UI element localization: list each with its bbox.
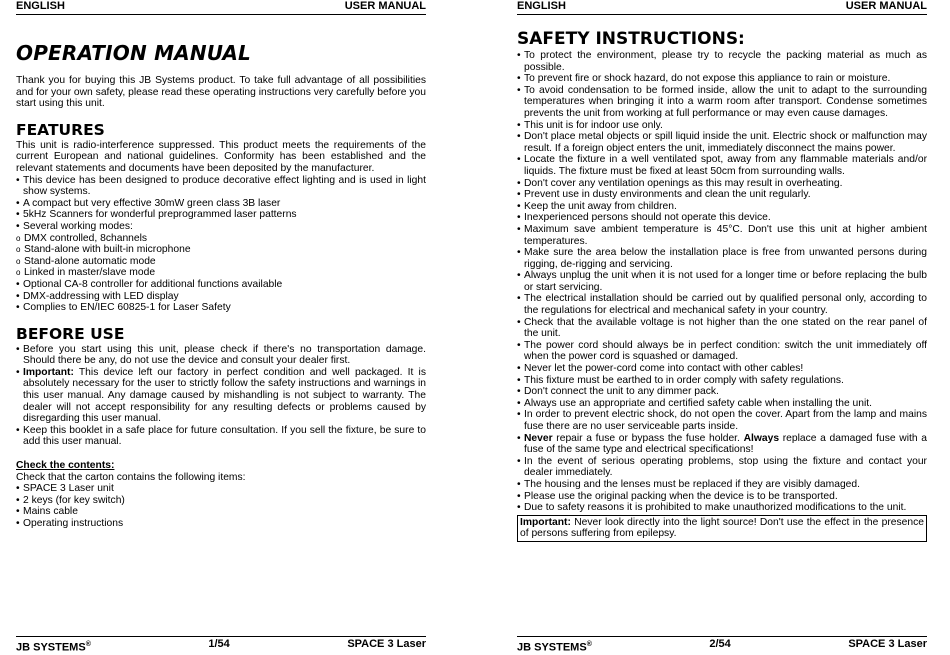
- list-item: • Complies to EN/IEC 60825-1 for Laser Safety: [16, 302, 426, 314]
- header-doc-type: USER MANUAL: [344, 0, 426, 12]
- list-item-text: Several working modes:: [23, 220, 133, 232]
- list-item: • Mains cable: [16, 506, 426, 518]
- page-title: OPERATION MANUAL: [16, 41, 251, 65]
- list-item-text: This device left our factory in perfect condition and well packaged. It is absolutely necessary for the user to strictly follow the safety instructions and warnings in this user manual. Any damage caused by mishandling is not subject to warranty. The dealer will not accept responsibility for any resulting defects or problems caused by disregarding this user manual.: [23, 366, 426, 425]
- before-use-list: [16, 344, 426, 448]
- footer-brand: [16, 638, 91, 655]
- header-doc-type: USER MANUAL: [845, 0, 927, 12]
- list-item: • To protect the environment, please try to recycle the packing material as much as possible.: [517, 50, 927, 73]
- page-footer: [517, 636, 927, 655]
- features-heading: FEATURES: [16, 120, 105, 139]
- list-item-text: replace a damaged fuse with a fuse of the same type and electrical specifications!: [524, 432, 927, 456]
- list-item: • Don't cover any ventilation openings as this may result in overheating.: [517, 178, 927, 190]
- page-right: [517, 0, 927, 654]
- list-item: [16, 221, 426, 279]
- contents-intro: Check that the carton contains the following items:: [16, 471, 246, 483]
- list-item: • 2 keys (for key switch): [16, 495, 426, 507]
- list-item: • In order to prevent electric shock, do not open the cover. Apart from the lamp and mains fuse there are no user serviceable parts inside.: [517, 409, 927, 432]
- list-item: • Don't connect the unit to any dimmer pack.: [517, 386, 927, 398]
- list-item: • To avoid condensation to be formed inside, allow the unit to adapt to the surrounding temperatures when bringing it into a warm room after transport. Condense sometimes prevents the unit from working at full performance or may even cause damages.: [517, 85, 927, 120]
- header-language: ENGLISH: [16, 0, 65, 12]
- list-item: • Please use the original packing when the device is to be transported.: [517, 491, 927, 503]
- sub-list-item: o Linked in master/slave mode: [16, 267, 426, 279]
- safety-list: [517, 50, 927, 514]
- list-item: • Always unplug the unit when it is not used for a longer time or before replacing the bulb or start servicing.: [517, 270, 927, 293]
- list-item: • Operating instructions: [16, 518, 426, 530]
- contents-heading: Check the contents:: [16, 460, 115, 472]
- list-item: • Inexperienced persons should not operate this device.: [517, 212, 927, 224]
- list-item-text: repair a fuse or bypass the fuse holder.: [552, 432, 744, 444]
- important-label: Important:: [23, 366, 74, 378]
- important-label: Important:: [520, 516, 571, 528]
- page-left: [16, 0, 426, 654]
- important-text: Never look directly into the light source! Don't use the effect in the presence of persons suffering from epilepsy.: [520, 516, 924, 540]
- list-item: • DMX-addressing with LED display: [16, 291, 426, 303]
- important-notice-box: [517, 515, 927, 542]
- list-item: • This unit is for indoor use only.: [517, 120, 927, 132]
- page-header: [16, 0, 426, 15]
- footer-product: SPACE 3 Laser: [347, 638, 426, 650]
- footer-brand: [517, 638, 592, 655]
- modes-list: [16, 233, 426, 279]
- list-item: • Keep this booklet in a safe place for future consultation. If you sell the fixture, be sure to add this user manual.: [16, 425, 426, 448]
- header-language: ENGLISH: [517, 0, 566, 12]
- page-header: [517, 0, 927, 15]
- list-item: • This device has been designed to produce decorative effect lighting and is used in light show systems.: [16, 175, 426, 198]
- list-item: • Check that the available voltage is not higher than the one stated on the rear panel of the unit.: [517, 317, 927, 340]
- list-item: • Make sure the area below the installation place is free from unwanted persons during rigging, de-rigging and servicing.: [517, 247, 927, 270]
- before-use-heading: BEFORE USE: [16, 324, 125, 343]
- sub-list-item: o Stand-alone with built-in microphone: [16, 244, 426, 256]
- page-footer: [16, 636, 426, 655]
- page-body: [16, 40, 426, 530]
- registered-mark: ®: [586, 641, 592, 648]
- page-number: 1/54: [208, 638, 230, 650]
- contents-list: [16, 483, 426, 529]
- list-item: • A compact but very effective 30mW green class 3B laser: [16, 198, 426, 210]
- list-item: [517, 433, 927, 456]
- features-list: [16, 175, 426, 314]
- list-item: • The electrical installation should be carried out by qualified personal only, according to the regulations for electrical and mechanical safety in your country.: [517, 293, 927, 316]
- list-item: [16, 367, 426, 425]
- sub-list-item: o DMX controlled, 8channels: [16, 233, 426, 245]
- list-item: • Before you start using this unit, please check if there's no transportation damage. Should there be any, do not use the device and consult your dealer first.: [16, 344, 426, 367]
- sub-list-item: o Stand-alone automatic mode: [16, 256, 426, 268]
- list-item: • The housing and the lenses must be replaced if they are visibly damaged.: [517, 479, 927, 491]
- list-item: • Maximum save ambient temperature is 45°C. Don't use this unit at higher ambient temperatures.: [517, 224, 927, 247]
- brand-name: JB SYSTEMS: [517, 641, 587, 654]
- brand-name: JB SYSTEMS: [16, 641, 86, 654]
- list-item: • 5kHz Scanners for wonderful preprogrammed laser patterns: [16, 209, 426, 221]
- list-item: • Prevent use in dusty environments and clean the unit regularly.: [517, 189, 927, 201]
- page-number: 2/54: [709, 638, 731, 650]
- features-intro: This unit is radio-interference suppressed. This product meets the requirements of the current European and national guidelines. Conformity has been established and the relevant statements and documents have been deposited by the manufacturer.: [16, 139, 426, 174]
- registered-mark: ®: [85, 641, 91, 648]
- never-label: Never: [524, 432, 553, 444]
- intro-paragraph: Thank you for buying this JB Systems product. To take full advantage of all possibilities and for your own safety, please read these operating instructions very carefully before you start using this unit.: [16, 75, 426, 110]
- list-item: • Don't place metal objects or spill liquid inside the unit. Electric shock or malfunction may result. If a foreign object enters the unit, immediately disconnect the mains power.: [517, 131, 927, 154]
- list-item: • The power cord should always be in perfect condition: switch the unit immediately off when the power cord is squashed or damaged.: [517, 340, 927, 363]
- always-label: Always: [743, 432, 780, 444]
- list-item: • SPACE 3 Laser unit: [16, 483, 426, 495]
- list-item: • Always use an appropriate and certified safety cable when installing the unit.: [517, 398, 927, 410]
- page-body: [517, 29, 927, 542]
- list-item: • This fixture must be earthed to in order comply with safety regulations.: [517, 375, 927, 387]
- list-item: • Optional CA-8 controller for additional functions available: [16, 279, 426, 291]
- list-item: • Due to safety reasons it is prohibited to make unauthorized modifications to the unit.: [517, 502, 927, 514]
- list-item: • To prevent fire or shock hazard, do not expose this appliance to rain or moisture.: [517, 73, 927, 85]
- list-item: • Keep the unit away from children.: [517, 201, 927, 213]
- list-item: • In the event of serious operating problems, stop using the fixture and contact your dealer immediately.: [517, 456, 927, 479]
- safety-heading: SAFETY INSTRUCTIONS:: [517, 29, 745, 49]
- list-item: • Never let the power-cord come into contact with other cables!: [517, 363, 927, 375]
- footer-product: SPACE 3 Laser: [848, 638, 927, 650]
- list-item: • Locate the fixture in a well ventilated spot, away from any flammable materials and/or liquids. The fixture must be fixed at least 50cm from surrounding walls.: [517, 154, 927, 177]
